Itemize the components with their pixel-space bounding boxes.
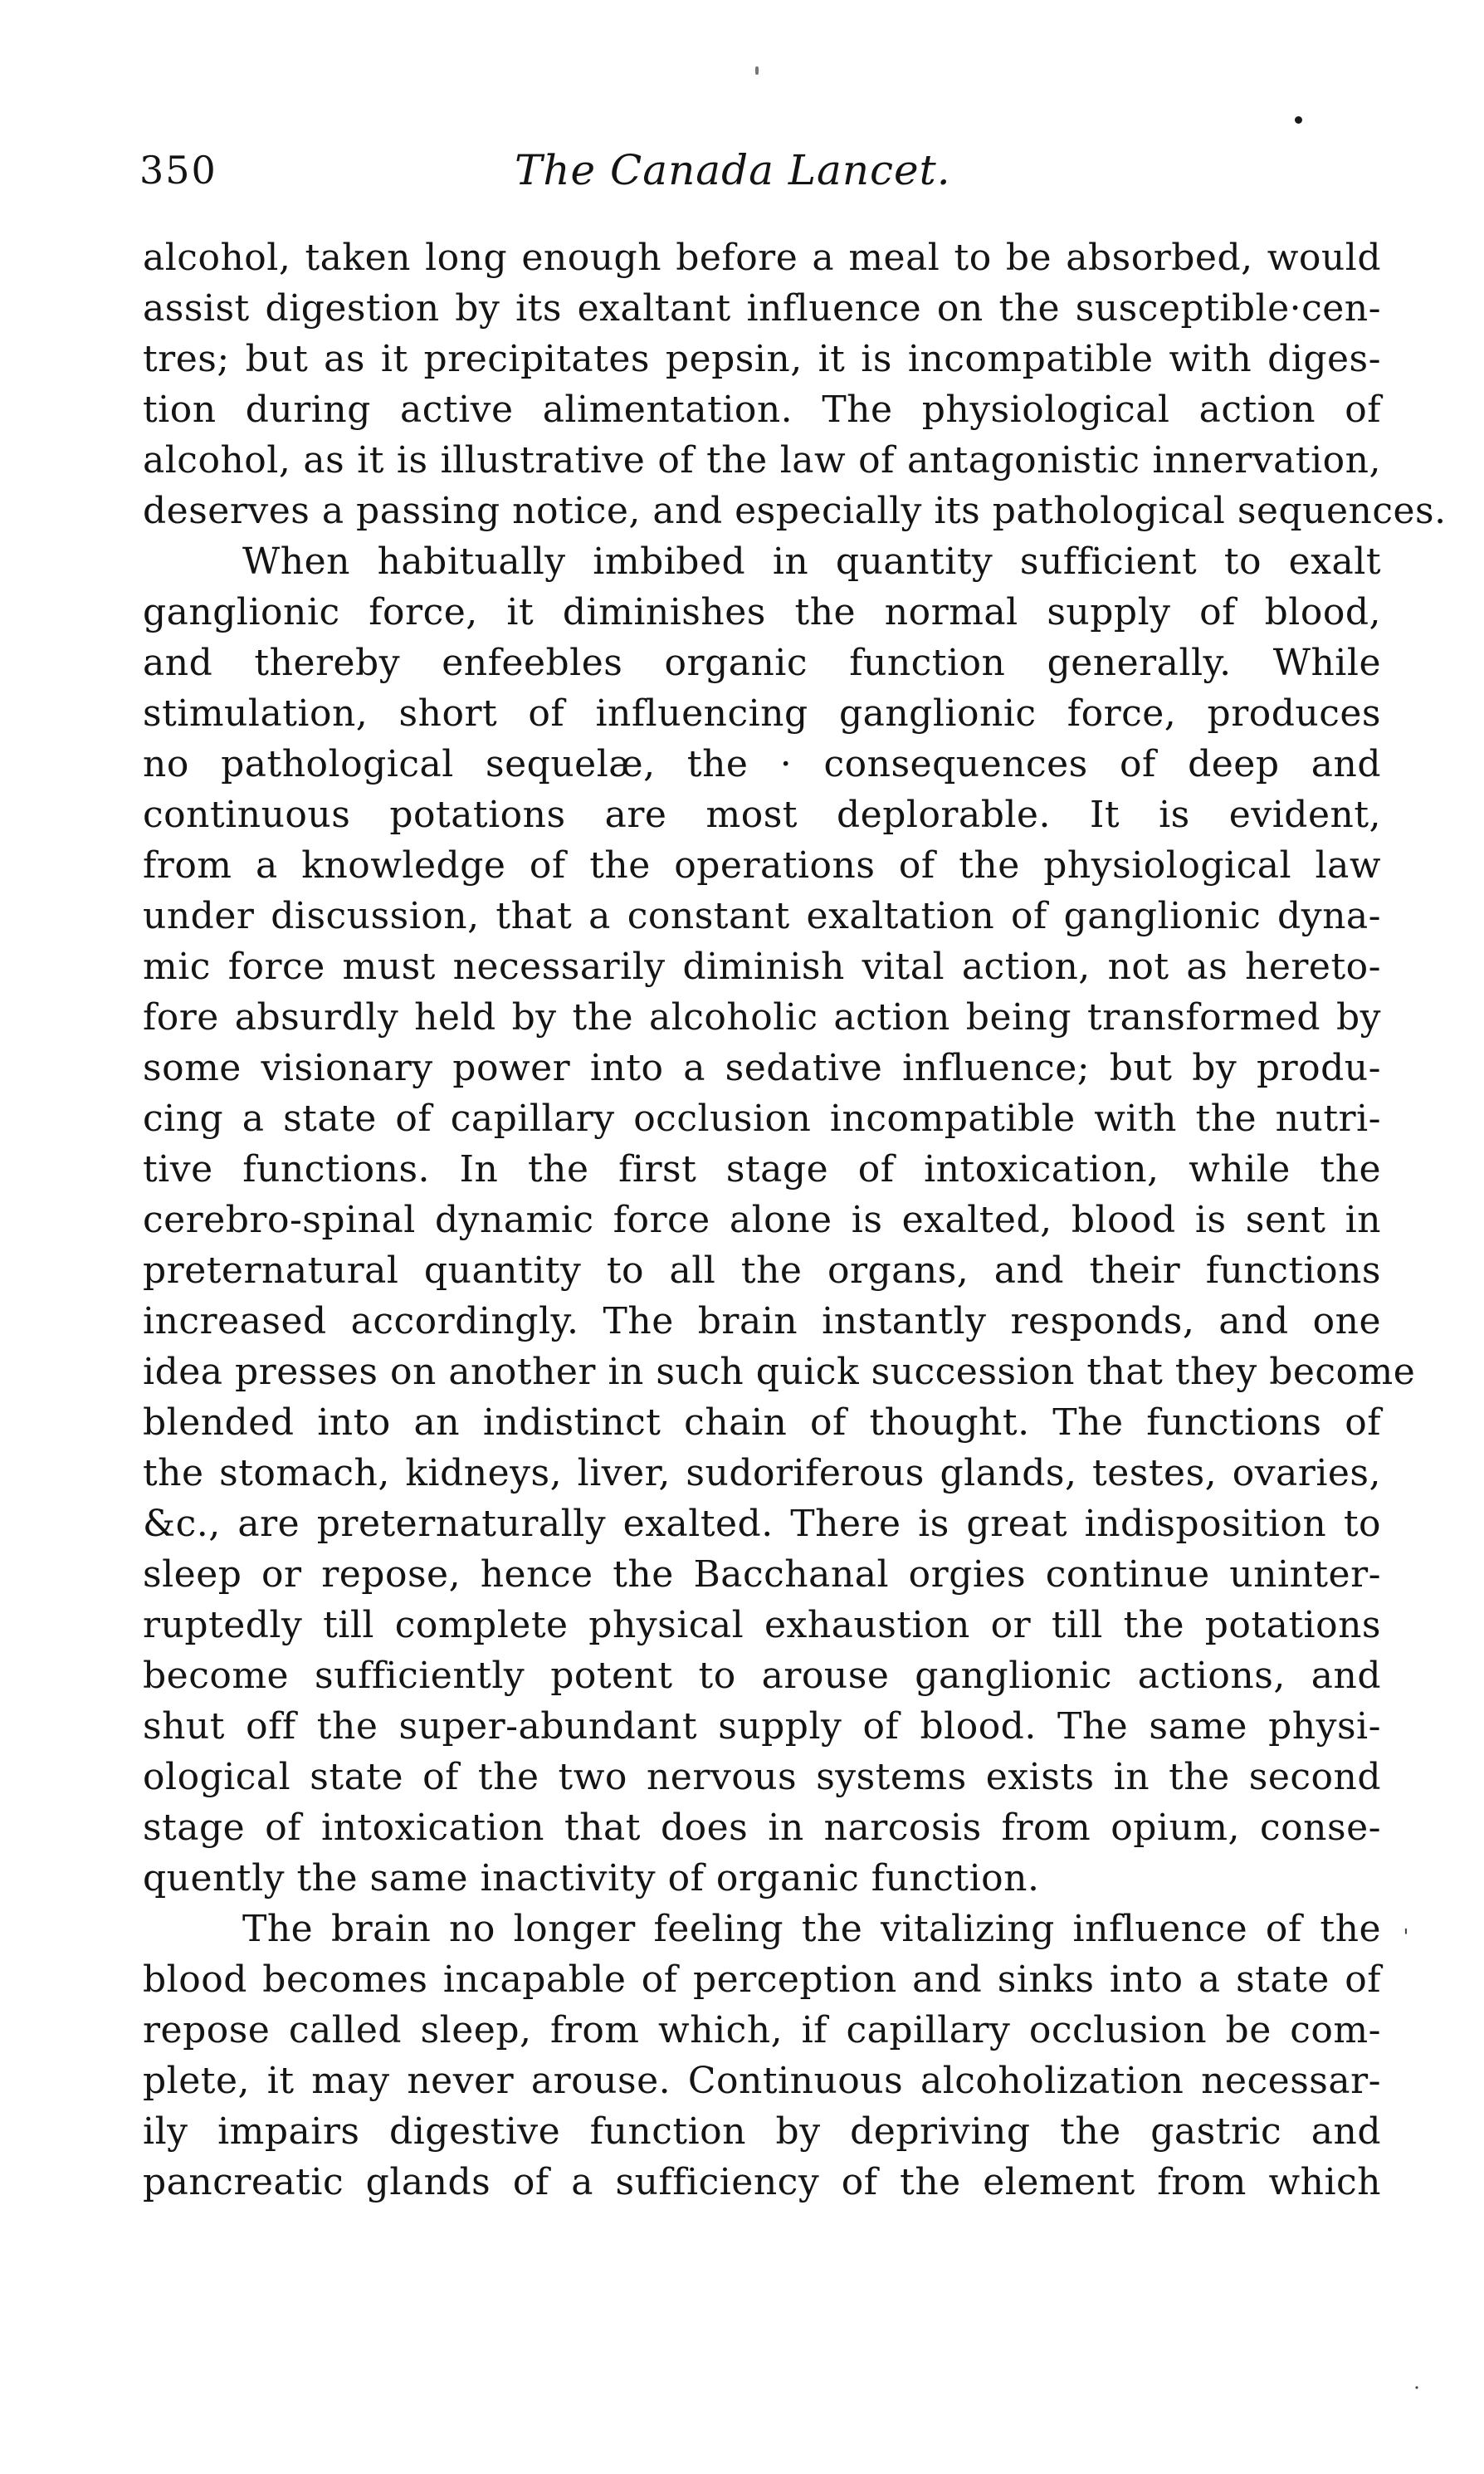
margin-speck: ˌ xyxy=(1403,1909,1409,1937)
text-line: fore absurdly held by the alcoholic action being transformed by xyxy=(143,996,1381,1039)
page-number: 350 xyxy=(139,148,217,193)
body-text xyxy=(143,232,1447,2208)
text-line: stage of intoxication that does in narcosis from opium, conse- xyxy=(143,1807,1381,1849)
text-line: ily impairs digestive function by depriving the gastric and xyxy=(143,2110,1381,2153)
text-line: cerebro-spinal dynamic force alone is exalted, blood is sent in xyxy=(143,1199,1381,1241)
text-line: idea presses on another in such quick succession that they become xyxy=(143,1351,1416,1393)
text-line: ganglionic force, it diminishes the normal supply of blood, xyxy=(143,591,1381,633)
text-line: quently the same inactivity of organic function. xyxy=(143,1857,1040,1900)
text-line: tive functions. In the first stage of intoxication, while the xyxy=(143,1148,1381,1191)
text-line: plete, it may never arouse. Continuous alcoholization necessar- xyxy=(143,2060,1381,2102)
text-line: some visionary power into a sedative influence; but by produ- xyxy=(143,1047,1381,1089)
text-line: from a knowledge of the operations of the physiological law xyxy=(143,844,1381,887)
ink-speck xyxy=(1295,116,1302,124)
text-line: preternatural quantity to all the organs, and their functions xyxy=(143,1249,1381,1292)
running-head: The Canada Lancet. xyxy=(515,146,951,194)
text-line: stimulation, short of influencing ganglionic force, produces xyxy=(143,692,1381,735)
text-line: the stomach, kidneys, liver, sudoriferous glands, testes, ovaries, xyxy=(143,1452,1381,1494)
text-line: &c., are preternaturally exalted. There is great indisposition to xyxy=(143,1503,1381,1545)
text-line: deserves a passing notice, and especially its pathological sequences. xyxy=(143,490,1447,532)
text-line: increased accordingly. The brain instantly responds, and one xyxy=(143,1300,1381,1342)
text-line: assist digestion by its exaltant influence on the susceptible·cen- xyxy=(143,287,1381,330)
text-line: under discussion, that a constant exaltation of ganglionic dyna- xyxy=(143,895,1381,937)
text-line: The brain no longer feeling the vitalizing influence of the xyxy=(242,1908,1381,1950)
text-line: alcohol, as it is illustrative of the law of antagonistic innervation, xyxy=(143,439,1381,482)
text-line: blended into an indistinct chain of thought. The functions of xyxy=(143,1401,1381,1444)
text-line: continuous potations are most deplorable. It is evident, xyxy=(143,794,1381,836)
text-line: When habitually imbibed in quantity sufficient to exalt xyxy=(242,540,1381,583)
text-line: alcohol, taken long enough before a meal to be absorbed, would xyxy=(143,237,1381,279)
text-line: cing a state of capillary occlusion incompatible with the nutri- xyxy=(143,1098,1381,1140)
text-line: ruptedly till complete physical exhaustion or till the potations xyxy=(143,1604,1381,1646)
text-line: repose called sleep, from which, if capillary occlusion be com- xyxy=(143,2009,1381,2051)
text-line: tion during active alimentation. The physiological action of xyxy=(143,389,1381,431)
text-line: sleep or repose, hence the Bacchanal orgies continue uninter- xyxy=(143,1553,1381,1596)
text-line: and thereby enfeebles organic function generally. While xyxy=(143,642,1381,684)
text-line: become sufficiently potent to arouse ganglionic actions, and xyxy=(143,1655,1381,1697)
text-line: mic force must necessarily diminish vital action, not as hereto- xyxy=(143,946,1381,988)
ink-speck xyxy=(755,66,759,75)
text-line: blood becomes incapable of perception and sinks into a state of xyxy=(143,1958,1381,2001)
text-line: shut off the super-abundant supply of blood. The same physi- xyxy=(143,1705,1381,1748)
text-line: no pathological sequelæ, the · consequences of deep and xyxy=(143,743,1381,785)
text-line: ological state of the two nervous systems exists in the second xyxy=(143,1756,1381,1798)
text-line: tres; but as it precipitates pepsin, it is incompatible with diges- xyxy=(143,338,1381,380)
text-line: pancreatic glands of a sufficiency of the element from which xyxy=(143,2161,1381,2203)
margin-speck: ˙ xyxy=(1411,2383,1423,2410)
